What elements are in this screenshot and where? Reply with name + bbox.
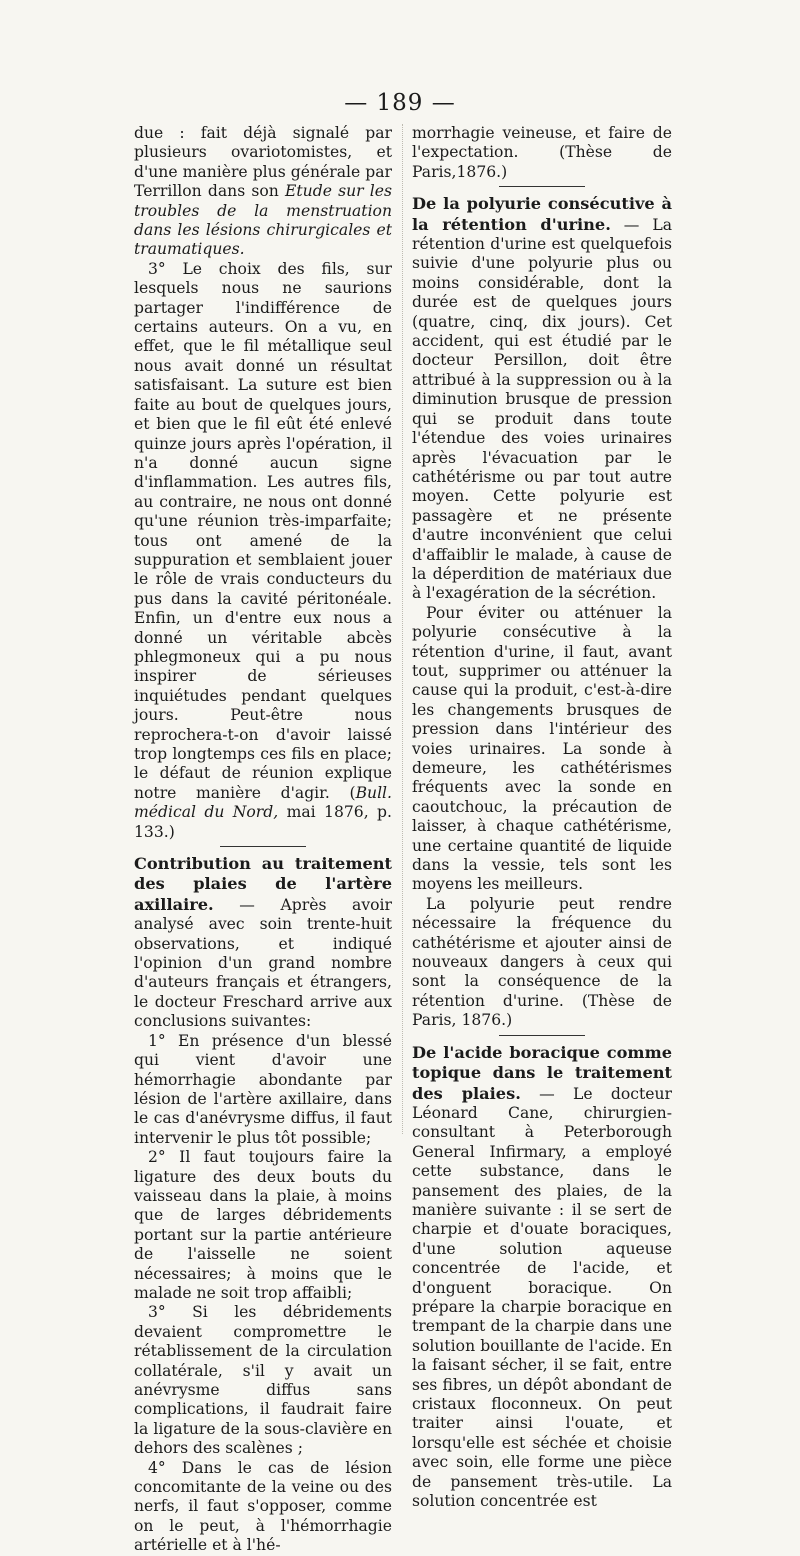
paragraph: morrhagie veineuse, et faire de l'expectation. (Thèse de Paris,1876.)	[412, 124, 672, 181]
column-divider	[402, 124, 403, 1134]
paragraph: La polyurie peut rendre nécessaire la fréquence du cathétérisme et ajouter ainsi de nouveaux dangers à ceux qui sont la conséquence de la rétention d'urine. (Thèse de Paris, 1876.)	[412, 894, 672, 1030]
page-number: — 189 —	[344, 90, 456, 116]
paragraph: 3° Le choix des fils, sur lesquels nous ne saurions partager l'indifférence de certains auteurs. On a vu, en effet, que le fil métallique seul nous avait donné un résultat satisfaisant. La suture est bien faite au bout de quelques jours, et bien que le fil eût été enlevé quinze jours après l'opération, il n'a donné aucun signe d'inflammation. Les autres fils, au contraire, ne nous ont donné qu'une réunion très-imparfaite; tous ont amené de la suppuration et semblaient jouer le rôle de vrais conducteurs du pus dans la cavité péritonéale. Enfin, un d'entre eux nous a donné un véritable abcès phlegmoneux qui a pu nous inspirer de sérieuses inquiétudes pendant quelques jours. Peut-être nous reprochera-t-on d'avoir laissé trop longtemps ces fils en place; le défaut de réunion explique notre manière d'agir. (Bull. médical du Nord, mai 1876, p. 133.)	[134, 259, 392, 841]
left-column	[134, 124, 392, 1556]
list-item: 4° Dans le cas de lésion concomitante de la veine ou des nerfs, il faut s'opposer, comme on le peut, à l'hémorrhagie artérielle et à l'hé-	[134, 1458, 392, 1555]
section-heading: De la polyurie consécutive à la rétention d'urine.	[412, 194, 672, 234]
section-rule	[499, 186, 585, 187]
section-rule	[499, 1035, 585, 1036]
section-heading: Contribution au traitement des plaies de l'artère axillaire.	[134, 854, 392, 914]
paragraph: Pour éviter ou atténuer la polyurie consécutive à la rétention d'urine, il faut, avant tout, supprimer ou atténuer la cause qui la produit, c'est-à-dire les changements brusques de pression dans l'intérieur des voies urinaires. La sonde à demeure, les cathétérismes fréquents avec la sonde en caoutchouc, la précaution de laisser, à chaque cathétérisme, une certaine quantité de liquide dans la vessie, tels sont les moyens les meilleurs.	[412, 603, 672, 894]
list-item: 3° Si les débridements devaient compromettre le rétablissement de la circulation collatérale, s'il y avait un anévrysme diffus sans complications, il faudrait faire la ligature de la sous-clavière en dehors des scalènes ;	[134, 1303, 392, 1458]
section-rule	[220, 846, 306, 847]
section-polyuria: De la polyurie consécutive à la rétention d'urine. — La rétention d'urine est quelquefois suivie d'une polyurie plus ou moins considérable, dont la durée est de quelques jours (quatre, cinq, dix jours). Cet accident, qui est étudié par le docteur Persillon, doit être attribué à la suppression ou à la diminution brusque de pression qui se produit dans toute l'étendue des voies urinaires après l'évacuation par le cathétérisme ou par tout autre moyen. Cette polyurie est passagère et ne présente d'autre inconvénient que celui d'affaiblir le malade, à cause de la déperdition de matériaux due à l'exagération de la sécrétion.	[412, 194, 672, 603]
right-column	[412, 124, 672, 1511]
section-boric-acid: De l'acide boracique comme topique dans le traitement des plaies. — Le docteur Léonard Cane, chirurgien-consultant à Peterborough General Infirmary, a employé cette substance, dans le pansement des plaies, de la manière suivante : il se sert de charpie et d'ouate boraciques, d'une solution aqueuse concentrée de l'acide, et d'onguent boracique. On prépare la charpie boracique en trempant de la charpie dans une solution bouillante de l'acide. En la faisant sécher, il se fait, entre ses fibres, un dépôt abondant de cristaux floconneux. On peut traiter ainsi l'ouate, et lorsqu'elle est séchée et choisie avec soin, elle forme une pièce de pansement très-utile. La solution concentrée est	[412, 1042, 672, 1511]
list-item: 2° Il faut toujours faire la ligature des deux bouts du vaisseau dans la plaie, à moins que de larges débridements portant sur la partie antérieure de l'aisselle ne soient nécessaires; à moins que le malade ne soit trop affaibli;	[134, 1148, 392, 1302]
paragraph: due : fait déjà signalé par plusieurs ovariotomistes, et d'une manière plus générale par Terrillon dans son Etude sur les troubles de la menstruation dans les lésions chirurgicales et traumatiques.	[134, 124, 392, 259]
section-heading: De l'acide boracique comme topique dans le traitement des plaies.	[412, 1042, 672, 1103]
list-item: 1° En présence d'un blessé qui vient d'avoir une hémorrhagie abondante par lésion de l'artère axillaire, dans le cas d'anévrysme diffus, il faut intervenir le plus tôt possible;	[134, 1031, 392, 1147]
section-axillary-artery: Contribution au traitement des plaies de l'artère axillaire. — Après avoir analysé avec soin trente-huit observations, et indiqué l'opinion d'un grand nombre d'auteurs français et étrangers, le docteur Freschard arrive aux conclusions suivantes:	[134, 854, 392, 1031]
